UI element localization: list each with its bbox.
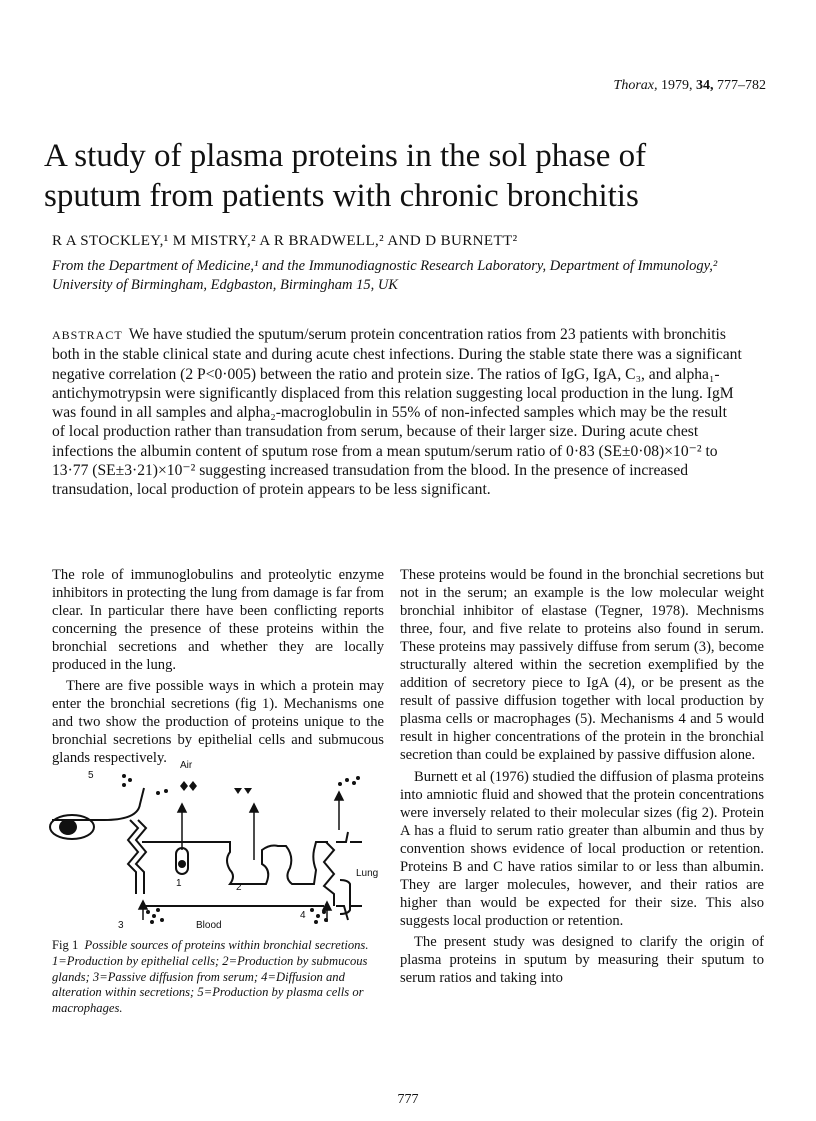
article-title: A study of plasma proteins in the sol phase of sputum from patients with chronic bronchitis: [44, 138, 647, 214]
mechanism-2-label: 2: [236, 882, 242, 893]
journal-citation: [614, 78, 766, 94]
mechanism-4-label: 4: [300, 910, 306, 921]
paragraph: There are five possible ways in which a protein may enter the bronchial secretions (fig 1). Mechanisms one and two show the production of proteins unique to the bronchial secretions by epithelial cells and submucous glands respectively.: [52, 678, 384, 767]
caption-text: Possible sources of proteins within bronchial secretions. 1=Production by epithelial cells; 2=Production by submucous glands; 3=Passive diffusion from serum; 4=Diffusion and alteration within secretions; 5=Production by plasma cells or macrophages.: [52, 938, 369, 1016]
epithelial-nucleus: [178, 860, 186, 868]
lung-label: Lung: [356, 868, 379, 879]
mechanism-5-label: 5: [88, 770, 94, 781]
epithelial-junction-left: [128, 820, 138, 894]
mechanism-1-label: 1: [176, 878, 182, 889]
mechanism-3-label: 3: [118, 920, 124, 931]
left-column: [52, 566, 384, 768]
journal-year: 1979,: [661, 78, 693, 93]
right-opening: [336, 832, 348, 842]
paragraph: The present study was designed to clarify the origin of plasma proteins in sputum by measuring their sputum to serum ratios and taking into: [400, 933, 764, 987]
abstract: [52, 325, 742, 500]
paragraph: Burnett et al (1976) studied the diffusion of plasma proteins into amniotic fluid and showed that the protein concentrations were inversely related to their molecular sizes (fig 2). Protein A has a fluid to serum ratio greater than albumin and thus by convention shows evidence of local production or retention. Proteins B and C have ratios similar to or less than albumin. They are larger molecules, however, and their ratios are higher than would be expected for their size. This also suggests local production or retention.: [400, 768, 764, 929]
figure-caption: [52, 938, 382, 1017]
figure-1: [44, 760, 386, 936]
affiliation: From the Department of Medicine,¹ and the Immunodiagnostic Research Laboratory, Department of Immunology,² University of Birmingham, Edgbaston, Birmingham 15, UK: [52, 258, 718, 293]
caption-number: Fig 1: [52, 938, 79, 952]
page-number: 777: [397, 1092, 419, 1107]
air-label: Air: [180, 760, 193, 771]
epithelial-junction-right: [324, 842, 334, 906]
paragraph: The role of immunoglobulins and proteolytic enzyme inhibitors in protecting the lung from damage is far from clear. In particular there have been conflicting reports concerning the presence of these proteins within the bronchial secretions and whether they are locally produced in the lung.: [52, 567, 384, 674]
epithelial-junction-left-2: [136, 820, 146, 894]
paragraph: These proteins would be found in the bronchial secretions but not in the serum; an example is the low molecular weight bronchial inhibitor of elastase (Tegner, 1978). Mechnisms three, four, and five relate to proteins also found in serum. These proteins may passively diffuse from serum (3), become structurally altered within the secretion exemplified by the addition of secretory piece to IgA (4), or be present as the result of passive diffusion together with local production by plasma cells or macrophages (5). Mechanisms 4 and 5 would result in higher concentrations of the protein in the bronchial secretion than could be explained by passive diffusion alone.: [400, 567, 764, 764]
journal-volume: 34,: [696, 78, 714, 93]
bronchial-diagram: [44, 760, 386, 936]
journal-name: Thorax,: [613, 78, 658, 93]
author-list: R A STOCKLEY,¹ M MISTRY,² A R BRADWELL,² AND D BURNETT²: [52, 233, 518, 249]
epithelium-upper: [142, 842, 328, 884]
blood-label: Blood: [196, 920, 222, 931]
cell-nucleus: [59, 819, 77, 835]
right-column: [400, 566, 764, 987]
abstract-label: ABSTRACT: [52, 328, 123, 342]
abstract-text: We have studied the sputum/serum protein concentration ratios from 23 patients with bronchitis both in the stable clinical state and during acute chest infections. During the stable state there was a significant negative correlation (2 P<0·005) between the ratio and protein size. The ratios of IgG, IgA, C₃, and alpha₁-antichymotrypsin were significantly displaced from this relation suggesting local production in the lung. IgM was found in all samples and alpha₂-macroglobulin in 55% of non-infected samples which may be the result of local production rather than transudation from serum, because of their larger size. During acute chest infections the albumin content of sputum rose from a mean sputum/serum ratio of 0·83 (SE±0·08)×10⁻² to 13·77 (SE±3·21)×10⁻² suggesting increased transudation from the blood. In the presence of increased transudation, local production of protein appears to be less significant.: [52, 326, 742, 499]
journal-pages: 777–782: [717, 78, 766, 93]
